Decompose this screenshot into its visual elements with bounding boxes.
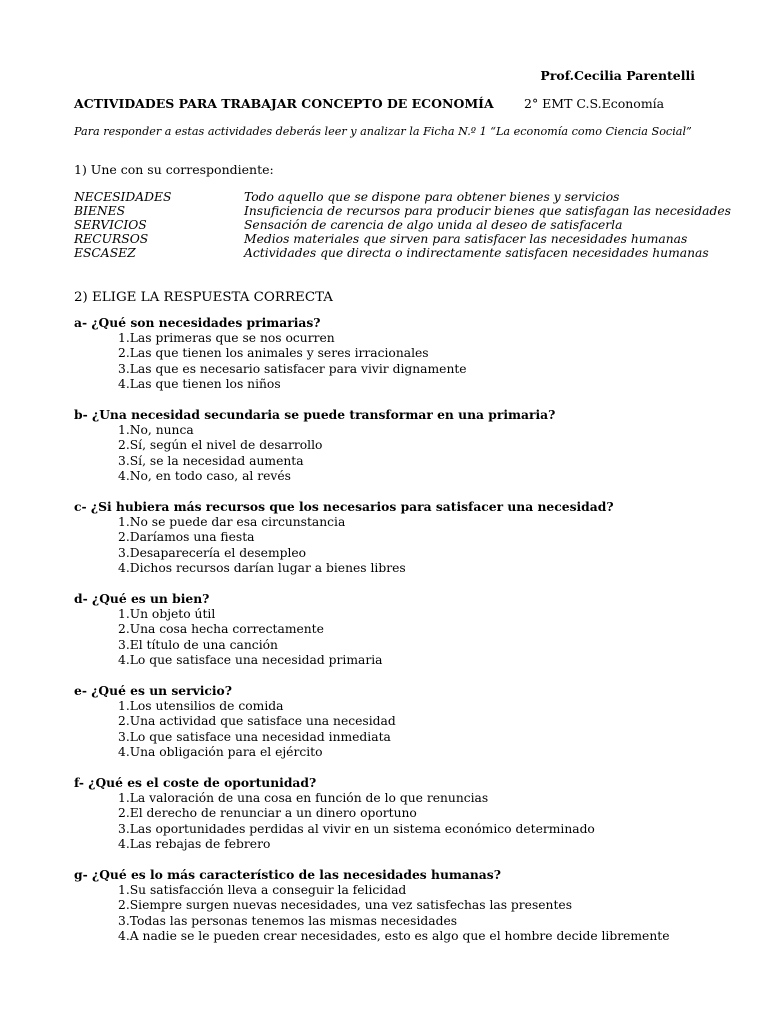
question-f: [74, 775, 734, 867]
answer-option: 3.Todas las personas tenemos las mismas necesidades: [118, 913, 458, 928]
matching-definition: Insuficiencia de recursos para producir bienes que satisfagan las necesidades: [244, 204, 731, 218]
answer-option: 2.Siempre surgen nuevas necesidades, una vez satisfechas las presentes: [118, 898, 573, 912]
answer-option: 3.El título de una canción: [118, 637, 278, 652]
question-g: [74, 867, 734, 959]
answer-option: 4.A nadie se le pueden crear necesidades, esto es algo que el hombre decide libremente: [118, 929, 670, 943]
matching-term: ESCASEZ: [74, 246, 136, 260]
matching-definition: Sensación de carencia de algo unida al deseo de satisfacerla: [244, 218, 623, 232]
answer-option: 2.El derecho de renunciar a un dinero oportuno: [118, 806, 417, 820]
question-list: [74, 315, 734, 959]
question-text: f- ¿Qué es el coste de oportunidad?: [74, 775, 317, 790]
answer-option: 1.La valoración de una cosa en función de lo que renuncias: [118, 790, 489, 805]
matching-row: [74, 218, 734, 232]
answer-option: 1.No, nunca: [118, 422, 194, 437]
answer-option: 3.Las oportunidades perdidas al vivir en un sistema económico determinado: [118, 821, 595, 836]
answer-option: 4.No, en todo caso, al revés: [118, 469, 291, 483]
answer-option: 4.Las que tienen los niños: [118, 377, 281, 391]
author-name: Prof.Cecilia Parentelli: [540, 68, 695, 83]
question-text: c- ¿Si hubiera más recursos que los necesarios para satisfacer una necesidad?: [74, 499, 614, 514]
matching-term: SERVICIOS: [74, 218, 147, 232]
answer-option: 2.Una actividad que satisface una necesidad: [118, 714, 396, 728]
matching-row: [74, 204, 734, 218]
answer-option: 2.Una cosa hecha correctamente: [118, 622, 324, 636]
question-text: a- ¿Qué son necesidades primarias?: [74, 315, 321, 330]
question-text: g- ¿Qué es lo más característico de las necesidades humanas?: [74, 867, 501, 882]
matching-row: [74, 232, 734, 246]
question-a: [74, 315, 734, 407]
matching-definition: Actividades que directa o indirectamente satisfacen necesidades humanas: [244, 246, 709, 260]
question-c: [74, 499, 734, 591]
question-b: [74, 407, 734, 499]
question-text: e- ¿Qué es un servicio?: [74, 683, 232, 698]
answer-option: 1.Su satisfacción lleva a conseguir la felicidad: [118, 882, 407, 897]
matching-row: [74, 190, 734, 204]
course-label: 2° EMT C.S.Economía: [524, 96, 665, 111]
answer-option: 4.Una obligación para el ejército: [118, 745, 323, 759]
title-row: [74, 96, 714, 111]
matching-row: [74, 246, 734, 260]
answer-option: 1.Los utensilios de comida: [118, 698, 284, 713]
answer-option: 3.Desaparecería el desempleo: [118, 545, 307, 560]
answer-option: 2.Daríamos una fiesta: [118, 530, 255, 544]
question-text: b- ¿Una necesidad secundaria se puede transformar en una primaria?: [74, 407, 556, 422]
answer-option: 1.Un objeto útil: [118, 606, 216, 621]
matching-term: NECESIDADES: [74, 190, 172, 204]
matching-term: RECURSOS: [74, 232, 149, 246]
matching-definition: Todo aquello que se dispone para obtener bienes y servicios: [244, 190, 620, 204]
exercise-2-heading: 2) ELIGE LA RESPUESTA CORRECTA: [74, 290, 333, 305]
question-text: d- ¿Qué es un bien?: [74, 591, 210, 606]
answer-option: 1.Las primeras que se nos ocurren: [118, 330, 335, 345]
instructions-text: Para responder a estas actividades deberás leer y analizar la Ficha N.º 1 “La economía como Ciencia Social”: [74, 125, 692, 138]
answer-option: 4.Las rebajas de febrero: [118, 837, 271, 851]
answer-option: 3.Sí, se la necesidad aumenta: [118, 453, 304, 468]
question-e: [74, 683, 734, 775]
answer-option: 2.Las que tienen los animales y seres irracionales: [118, 346, 429, 360]
answer-option: 3.Las que es necesario satisfacer para vivir dignamente: [118, 361, 467, 376]
exercise-1-heading: 1) Une con su correspondiente:: [74, 162, 274, 177]
question-d: [74, 591, 734, 683]
answer-option: 2.Sí, según el nivel de desarrollo: [118, 438, 323, 452]
answer-option: 4.Dichos recursos darían lugar a bienes libres: [118, 561, 406, 575]
answer-option: 4.Lo que satisface una necesidad primaria: [118, 653, 383, 667]
matching-term: BIENES: [74, 204, 126, 218]
document-title: ACTIVIDADES PARA TRABAJAR CONCEPTO DE ECONOMÍA: [74, 96, 494, 111]
answer-option: 1.No se puede dar esa circunstancia: [118, 514, 346, 529]
matching-definition: Medios materiales que sirven para satisfacer las necesidades humanas: [244, 232, 688, 246]
answer-option: 3.Lo que satisface una necesidad inmediata: [118, 729, 391, 744]
matching-exercise: [74, 190, 734, 260]
